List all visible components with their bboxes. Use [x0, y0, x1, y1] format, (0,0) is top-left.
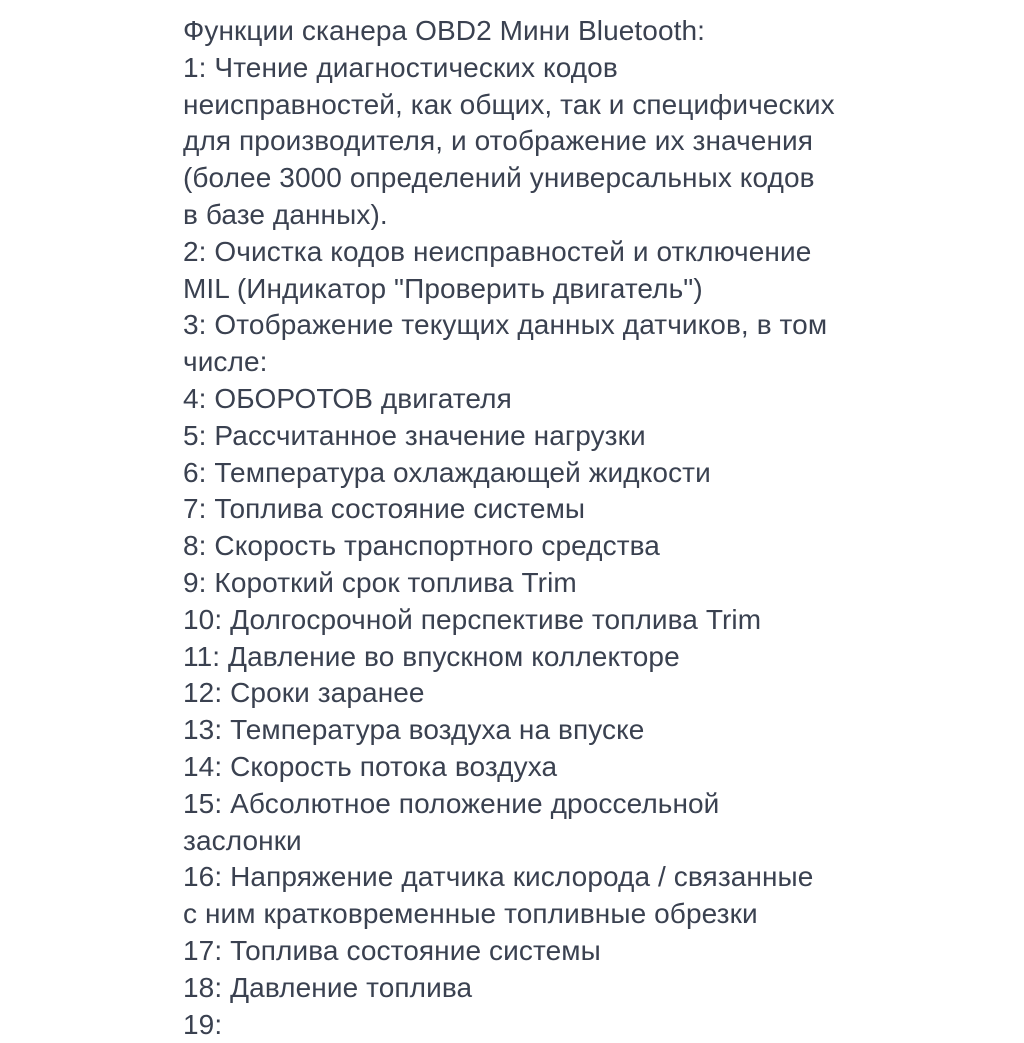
text-line: 5: Рассчитанное значение нагрузки	[183, 419, 646, 451]
text-line: 15: Абсолютное положение дроссельной	[183, 787, 720, 819]
text-line: 19:	[183, 1008, 223, 1040]
text-line: 10: Долгосрочной перспективе топлива Trim	[183, 603, 762, 635]
text-line: 7: Топлива состояние системы	[183, 493, 586, 525]
text-line: 1: Чтение диагностических кодов	[183, 51, 618, 83]
text-line: 3: Отображение текущих данных датчиков, в том	[183, 309, 828, 341]
text-line: 17: Топлива состояние системы	[183, 934, 601, 966]
text-line: 6: Температура охлаждающей жидкости	[183, 456, 711, 488]
text-line: неисправностей, как общих, так и специфических	[183, 88, 835, 120]
text-line: 2: Очистка кодов неисправностей и отключение	[183, 235, 812, 267]
text-line: 18: Давление топлива	[183, 971, 473, 1003]
text-line: MIL (Индикатор "Проверить двигатель")	[183, 272, 703, 304]
text-line: заслонки	[183, 824, 302, 856]
description-title: Функции сканера OBD2 Мини Bluetooth:	[183, 15, 706, 46]
text-line: для производителя, и отображение их значения	[183, 125, 814, 157]
product-description	[183, 13, 883, 1043]
text-line: в базе данных).	[183, 198, 388, 230]
text-line: 8: Скорость транспортного средства	[183, 530, 660, 562]
text-line: (более 3000 определений универсальных кодов	[183, 162, 815, 194]
text-line: числе:	[183, 346, 268, 378]
text-line: 11: Давление во впускном коллекторе	[183, 640, 680, 672]
text-line: 4: ОБОРОТОВ двигателя	[183, 382, 512, 414]
text-line: 14: Скорость потока воздуха	[183, 750, 558, 782]
text-line: 9: Короткий срок топлива Trim	[183, 566, 577, 598]
text-line: 12: Сроки заранее	[183, 677, 425, 709]
text-line: с ним кратковременные топливные обрезки	[183, 898, 758, 930]
text-line: 16: Напряжение датчика кислорода / связанные	[183, 861, 814, 893]
description-lines	[183, 50, 883, 1043]
text-line: 13: Температура воздуха на впуске	[183, 714, 645, 746]
